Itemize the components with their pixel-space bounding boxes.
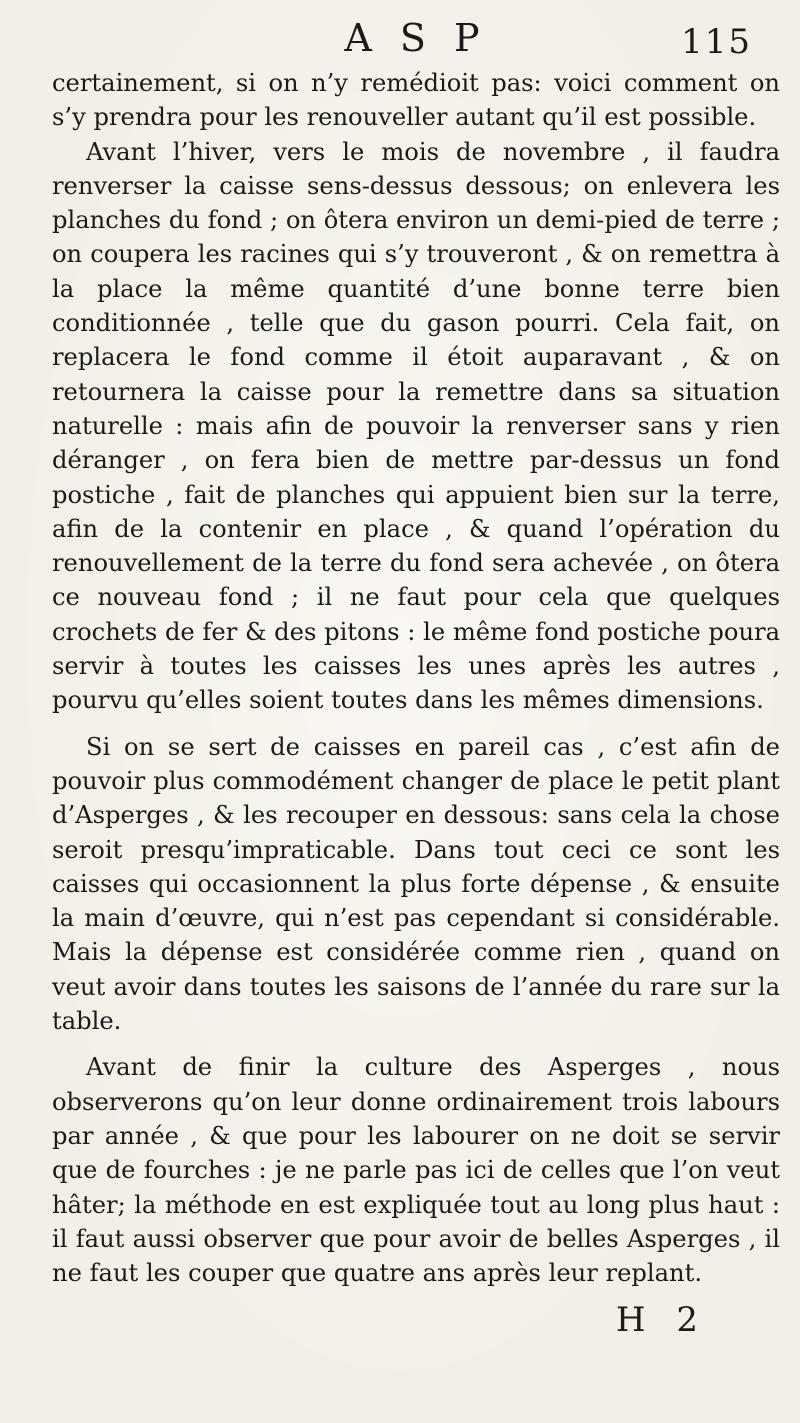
paragraph-caisses: Si on se sert de caisses en pareil cas , c’est afin de pouvoir plus commodément changer de place le petit plant d’Asperges , & les recouper en dessous: sans cela la chose seroit presqu’impraticable. Dans tout ceci ce sont les caisses qui occasionnent la plus forte dépense , & ensuite la main d’œuvre, qui n’est pas cependant si considérable. Mais la dépense est considérée comme rien , quand on veut avoir dans toutes les saisons de l’année du rare sur la table. [52, 732, 780, 1036]
paragraph-labours: Avant de finir la culture des Asperges , nous observerons qu’on leur donne ordinairement trois labours par année , & que pour les labourer on ne doit se servir que de fourches : je ne parle pas ici de celles que l’on veut hâter; la méthode en est expliquée tout au long plus haut : il faut aussi observer que pour avoir de belles Asperges , il ne faut les couper que quatre ans après leur replant. [52, 1053, 780, 1288]
page-number: 115 [681, 22, 752, 62]
paragraph-winter-procedure: Avant l’hiver, vers le mois de novembre , il faudra renverser la caisse sens-dessus dessous; on enlevera les planches du fond ; on ôtera environ un demi-pied de terre ; on coupera les racines qui s’y trouveront , & on remettra à la place la même quantité d’une bonne terre bien conditionnée , telle que du gason pourri. Cela fait, on replacera le fond comme il étoit auparavant , & on retournera la caisse pour la remettre dans sa situation naturelle : mais afin de pouvoir la renverser sans y rien déranger , on fera bien de mettre par-dessus un fond postiche , fait de planches qui appuient bien sur la terre, afin de la contenir en place , & quand l’opération du renouvellement de la terre du fond sera achevée , on ôtera ce nouveau fond ; il ne faut pour cela que quelques crochets de fer & des pitons : le même fond postiche poura servir à toutes les caisses les unes après les autres , pourvu qu’elles soient toutes dans les mêmes dimensions. [52, 137, 780, 715]
paragraph-continuation: certainement, si on n’y remédioit pas: voici comment on s’y prendra pour les renouveller autant qu’il est possible. [52, 69, 780, 132]
running-title: A S P [344, 16, 488, 60]
page-header [52, 0, 780, 66]
body-text [52, 66, 780, 1290]
signature-mark: H 2 [615, 1300, 708, 1340]
